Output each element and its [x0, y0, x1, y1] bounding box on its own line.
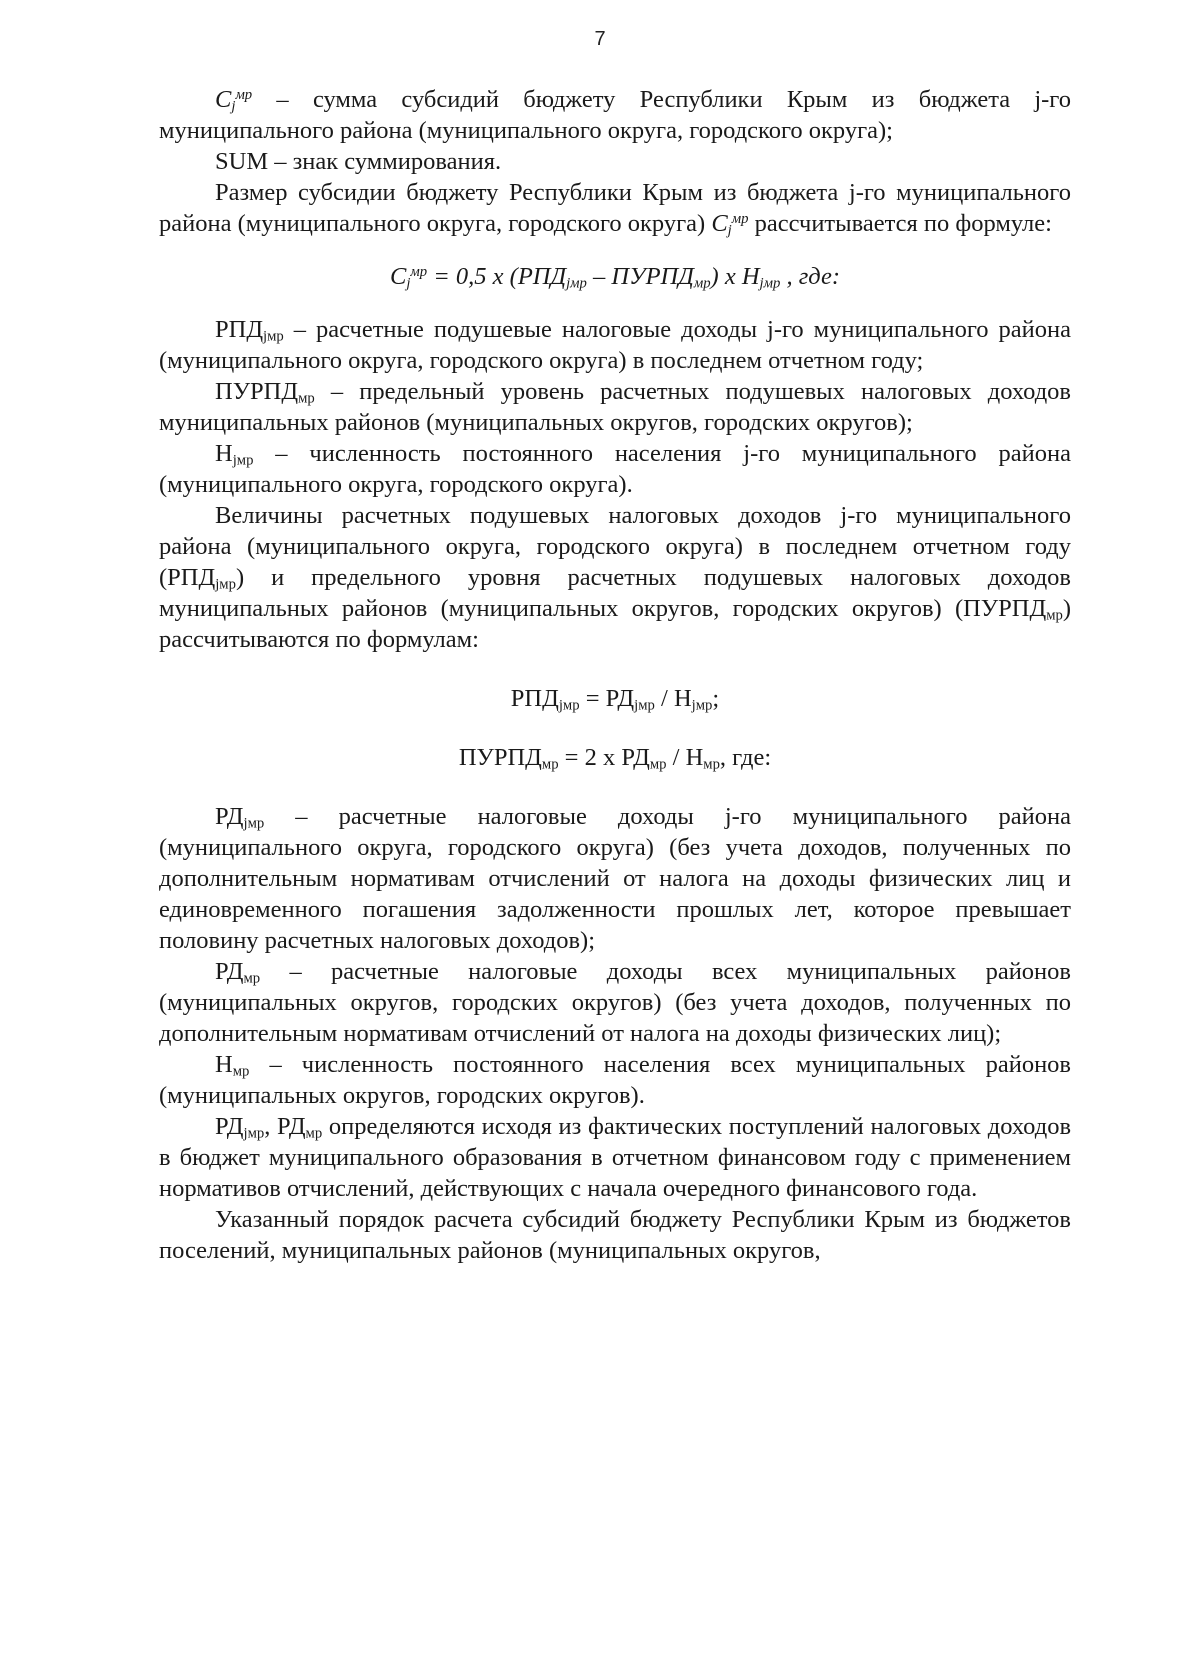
- paragraph-procedure: Указанный порядок расчета субсидий бюджету Республики Крым из бюджетов поселений, муниципальных районов (муниципальных округов,: [159, 1206, 1071, 1264]
- paragraph-rd-determination: $РД_{jмр}$, $РД_{мр}$ определяются исходя из фактических поступлений налоговых доходов в бюджет муниципального образования в отчетном финансовом году с применением нормативов отчислений, действующих с начала очередного финансового года.: [159, 1113, 1072, 1202]
- paragraph-hmr-definition: $Н_{мр}$ – численность постоянного населения всех муниципальных районов (муниципальных округов, городских округов).: [159, 1051, 1071, 1109]
- formula-rpd: $РПД_{jмр} = РД_{jмр} / Н_{jмр}$;: [510, 685, 720, 714]
- paragraph-rdjmr-definition: $РД_{jмр}$ – расчетные налоговые доходы j-го муниципального района (муниципального округа, городского округа) (без учета доходов, полученных по дополнительным нормативам отчислений от налога на доходы физических лиц и единовременного погашения задолженности прошлых лет, которое превышает половину расчетных налоговых доходов);: [159, 803, 1071, 954]
- paragraph-subsidy-size: Размер субсидии бюджету Республики Крым из бюджета j-го муниципального района (муниципального округа, городского округа) $C_j^{мр}$ рассчитывается по формуле:: [159, 179, 1071, 239]
- symbol-cjmr: $C_j^{мр}$: [215, 86, 253, 115]
- paragraph-hjmr-definition: $Н_{jмр}$ – численность постоянного населения j-го муниципального района (муниципального округа, городского округа).: [159, 440, 1071, 498]
- paragraph-sum-definition: SUM – знак суммирования.: [215, 148, 502, 175]
- paragraph-values-intro: Величины расчетных подушевых налоговых доходов j-го муниципального района (муниципального округа, городского округа) в последнем отчетном году $(РПД_{jмр})$ и предельного уровня расчетных подушевых налоговых доходов муниципальных районов (муниципальных округов, городских округов) $(ПУРПД_{мр})$ рассчитываются по формулам:: [159, 502, 1071, 653]
- document-body: [159, 84, 1071, 1266]
- symbol-cjmr: $C_j^{мр}$: [711, 210, 749, 239]
- page-number: 7: [594, 28, 606, 50]
- formula-purpd: $ПУРПД_{мр} = 2$ x $РД_{мр} / Н_{мр}$, где:: [458, 744, 772, 773]
- paragraph-rpd-definition: $РПД_{jмр}$ – расчетные подушевые налоговые доходы j-го муниципального района (муниципального округа, городского округа) в последнем отчетном году;: [159, 316, 1071, 374]
- formula-subsidy: $C_j^{мр} = 0,5$ x ($РПД_{jмр}$ – $ПУРПД_{мр}$) x $Н_{jмр}$ , где:: [389, 263, 841, 292]
- paragraph-rdmr-definition: $РД_{мр}$ – расчетные налоговые доходы всех муниципальных районов (муниципальных округов, городских округов) (без учета доходов, полученных по дополнительным нормативам отчислений от налога на доходы физических лиц);: [159, 958, 1071, 1047]
- paragraph-purpd-definition: $ПУРПД_{мр}$ – предельный уровень расчетных подушевых налоговых доходов муниципальных районов (муниципальных округов, городских округов);: [159, 378, 1071, 436]
- paragraph-cjmr-definition: $C_j^{мр}$ – сумма субсидий бюджету Республики Крым из бюджета j-го муниципального района (муниципального округа, городского округа);: [159, 86, 1071, 144]
